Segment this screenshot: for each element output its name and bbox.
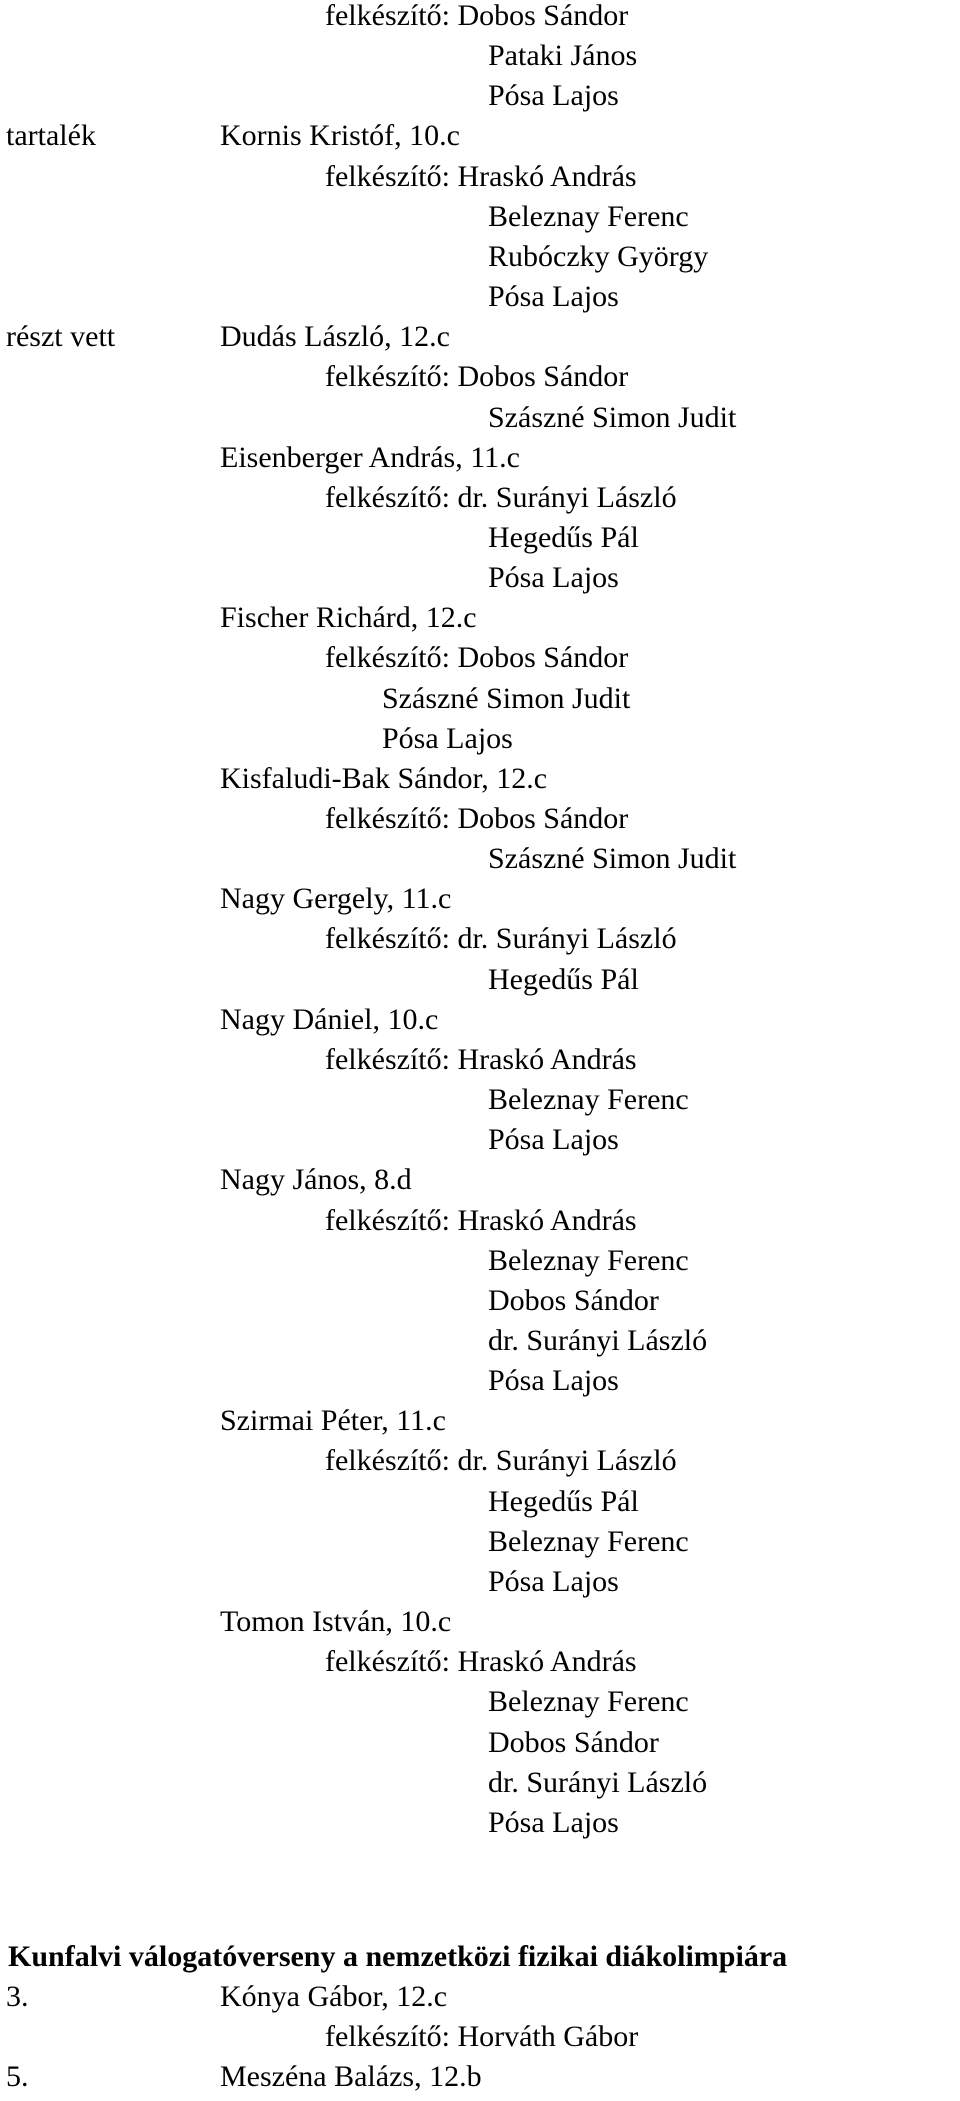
teacher-name: Hegedűs Pál (488, 962, 639, 996)
text-line (0, 1642, 960, 1682)
teacher-name: Dobos Sándor (488, 1283, 659, 1317)
teacher-label-line: felkészítő: Hraskó András (325, 1042, 637, 1076)
teacher-name: Beleznay Ferenc (488, 1524, 689, 1558)
text-line (0, 2057, 960, 2097)
teacher-name: Hegedűs Pál (488, 520, 639, 554)
text-line (0, 1977, 960, 2017)
student-name: Kornis Kristóf, 10.c (220, 119, 460, 153)
text-line (0, 1080, 960, 1120)
teacher-name: dr. Surányi László (488, 1324, 708, 1357)
text-line (0, 2017, 960, 2057)
text-line (0, 197, 960, 237)
teacher-label-line: felkészítő: Dobos Sándor (325, 360, 629, 394)
teacher-name: dr. Surányi László (488, 1765, 708, 1799)
text-line (0, 1321, 960, 1361)
text-line (0, 839, 960, 879)
text-line (0, 1361, 960, 1401)
text-line (0, 960, 960, 1000)
text-line (0, 1482, 960, 1522)
section-heading: Kunfalvi válogatóverseny a nemzetközi fizikai diákolimpiára (8, 1940, 788, 1973)
text-line (0, 237, 960, 277)
text-line (0, 598, 960, 638)
text-line (0, 277, 960, 317)
teacher-name: Szászné Simon Judit (382, 681, 631, 715)
text-line (0, 558, 960, 598)
student-name: Eisenberger András, 11.c (220, 440, 520, 474)
text-line (0, 799, 960, 839)
text-line (0, 1803, 960, 1843)
entry-label: 5. (6, 2060, 29, 2094)
teacher-name: Beleznay Ferenc (488, 1243, 689, 1277)
text-line (0, 1000, 960, 1040)
text-line (0, 518, 960, 558)
student-name: Nagy Gergely, 11.c (220, 882, 452, 916)
student-name: Nagy János, 8.d (220, 1163, 412, 1197)
text-line (0, 1201, 960, 1241)
teacher-name: Pósa Lajos (488, 79, 619, 113)
text-line (0, 1281, 960, 1321)
student-name: Tomon István, 10.c (220, 1605, 452, 1638)
teacher-name: Beleznay Ferenc (488, 1685, 689, 1719)
student-name: Kónya Gábor, 12.c (220, 1980, 448, 2013)
text-line (0, 1562, 960, 1602)
teacher-label-line: felkészítő: Horváth Gábor (325, 2020, 639, 2054)
text-line (0, 1441, 960, 1481)
text-line (0, 719, 960, 759)
text-line (0, 438, 960, 478)
teacher-name: Dobos Sándor (488, 1725, 659, 1759)
text-line (0, 879, 960, 919)
teacher-label-line: felkészítő: Dobos Sándor (325, 641, 629, 675)
text-line (0, 1723, 960, 1763)
student-name: Fischer Richárd, 12.c (220, 601, 477, 635)
text-line (0, 0, 960, 36)
text-line (0, 638, 960, 678)
teacher-label-line: felkészítő: Dobos Sándor (325, 802, 629, 835)
text-line (0, 157, 960, 197)
teacher-label-line: felkészítő: Dobos Sándor (325, 0, 629, 32)
student-name: Kisfaludi-Bak Sándor, 12.c (220, 761, 548, 795)
text-line (0, 116, 960, 156)
teacher-label-line: felkészítő: dr. Surányi László (325, 922, 677, 956)
text-line (0, 1763, 960, 1803)
teacher-name: Beleznay Ferenc (488, 1083, 689, 1116)
text-line (0, 478, 960, 518)
student-name: Dudás László, 12.c (220, 320, 450, 354)
teacher-label-line: felkészítő: Hraskó András (325, 1645, 637, 1679)
teacher-name: Pósa Lajos (488, 561, 619, 595)
teacher-name: Pósa Lajos (488, 1364, 619, 1398)
text-line (0, 317, 960, 357)
teacher-label-line: felkészítő: dr. Surányi László (325, 1444, 677, 1478)
student-name: Meszéna Balázs, 12.b (220, 2060, 482, 2094)
teacher-name: Pósa Lajos (488, 1564, 619, 1598)
text-line (0, 1522, 960, 1562)
text-line (0, 1602, 960, 1642)
teacher-name: Szászné Simon Judit (488, 400, 737, 434)
student-name: Nagy Dániel, 10.c (220, 1002, 439, 1036)
teacher-label-line: felkészítő: Hraskó András (325, 1203, 637, 1237)
text-line (0, 1160, 960, 1200)
text-line (0, 1241, 960, 1281)
text-line (0, 1401, 960, 1441)
teacher-name: Beleznay Ferenc (488, 199, 689, 233)
teacher-name: Rubóczky György (488, 239, 709, 273)
text-line (0, 679, 960, 719)
teacher-name: Szászné Simon Judit (488, 842, 737, 876)
text-line (0, 759, 960, 799)
text-line (0, 398, 960, 438)
entry-label: tartalék (6, 119, 96, 153)
student-name: Szirmai Péter, 11.c (220, 1404, 446, 1438)
entry-label: 3. (6, 1980, 29, 2013)
teacher-name: Pósa Lajos (382, 721, 513, 755)
teacher-name: Pósa Lajos (488, 1123, 619, 1157)
teacher-label-line: felkészítő: Hraskó András (325, 159, 637, 193)
teacher-label-line: felkészítő: dr. Surányi László (325, 480, 677, 514)
entry-label: részt vett (6, 320, 116, 354)
text-line (0, 1040, 960, 1080)
text-line (0, 36, 960, 76)
text-line (0, 1120, 960, 1160)
teacher-name: Pósa Lajos (488, 1805, 619, 1839)
text-line (0, 919, 960, 959)
teacher-name: Pósa Lajos (488, 280, 619, 314)
teacher-name: Pataki János (488, 39, 638, 73)
text-line (0, 76, 960, 116)
text-line (0, 1682, 960, 1722)
teacher-name: Hegedűs Pál (488, 1484, 639, 1518)
text-line (0, 357, 960, 397)
